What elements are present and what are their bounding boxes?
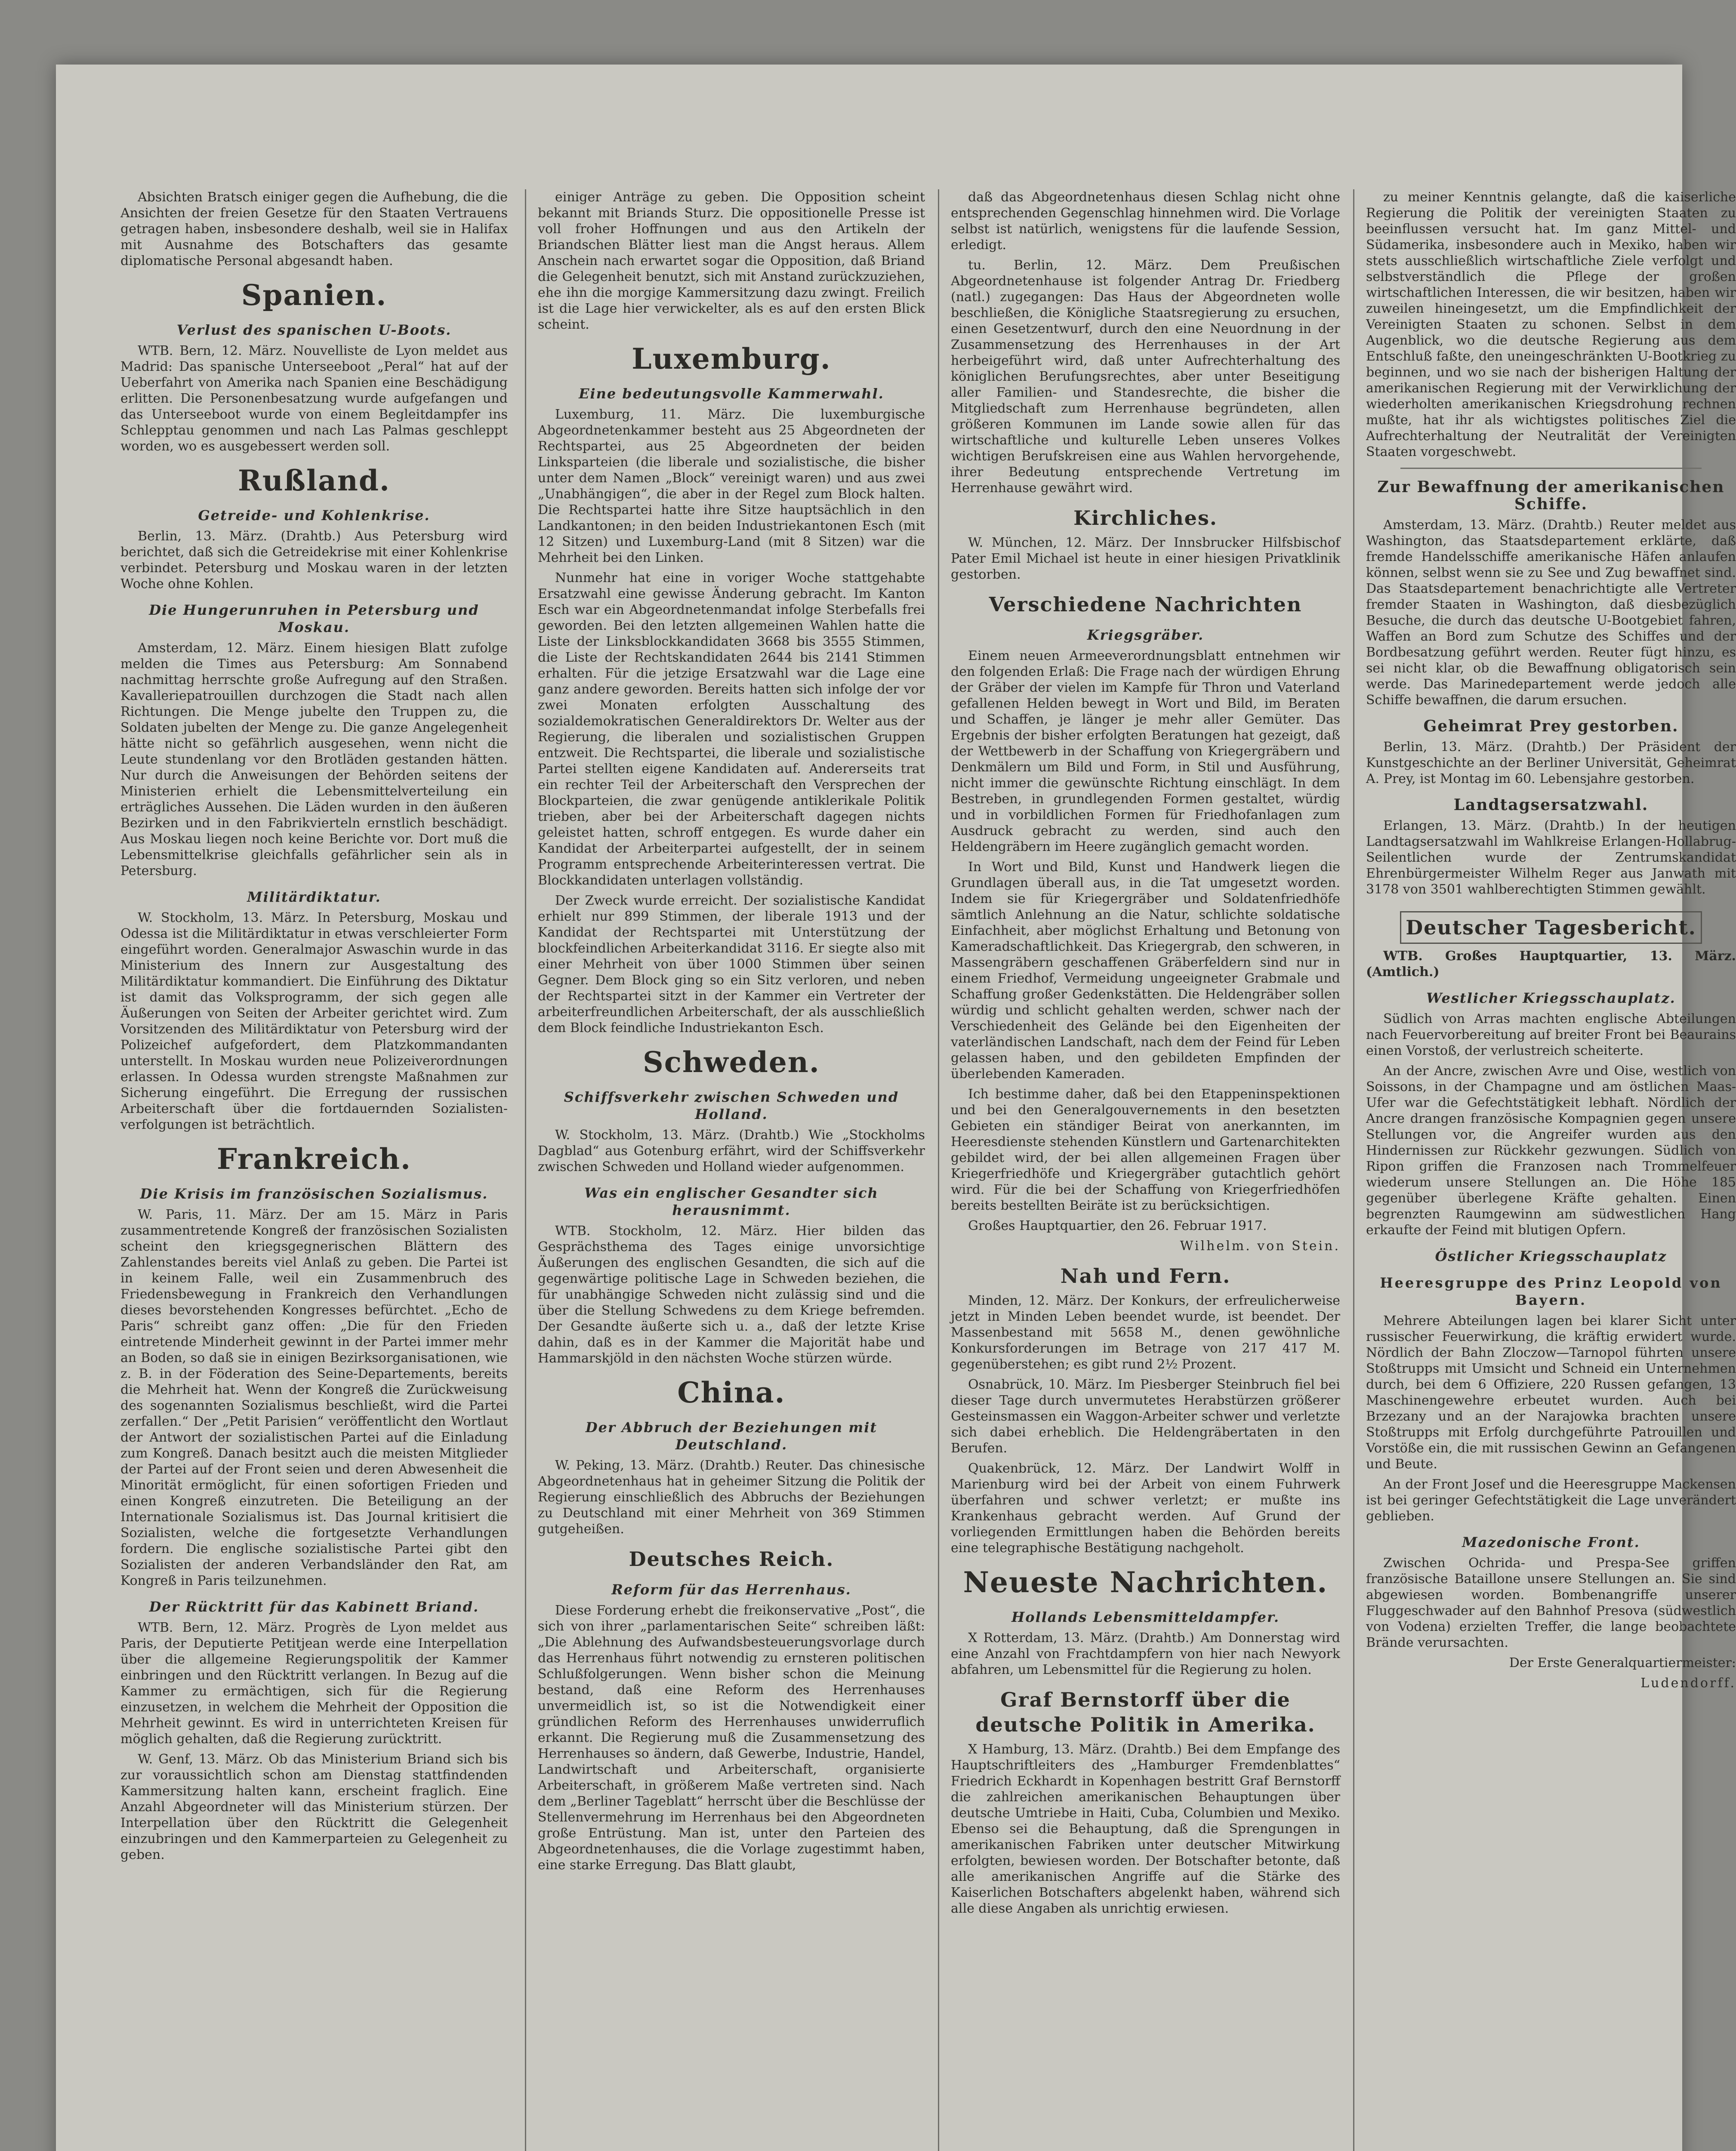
section-heading-bernstorff: Graf Bernstorff über die deutsche Politik in Amerika.: [975, 1688, 1316, 1736]
article-text: W. München, 12. März. Der Innsbrucker Hilfsbischof Pater Emil Michael ist heute in einer hiesigen Privatklinik gestorben.: [951, 535, 1340, 582]
article-text: daß das Abgeordnetenhaus diesen Schlag nicht ohne entsprechenden Gegenschlag hinnehmen wird. Die Vorlage selbst ist natürlich, wenigstens für die laufende Session, erledigt.: [951, 190, 1340, 253]
section-heading-luxembourg: Luxemburg.: [632, 342, 831, 376]
article-text: Südlich von Arras machten englische Abteilungen nach Feuervorbereitung auf breiter Front bei Beaurains einen Vorstoß, der verlustreich scheiterte.: [1366, 1011, 1736, 1058]
article-text: In Wort und Bild, Kunst und Handwerk liegen die Grundlagen überall aus, in die Tat umgesetzt worden. Indem sie für Kriegergräber und Soldatenfriedhöfe sämtlich Anlehnung an die Natur, schlichte soldatische Einfachheit, aber möglichst Erhaltung und Betonung von Kameradschaftlichkeit. Das Kriegergrab, den schweren, in Massengräbern geschaffenen Gräberfeldern sind nur in einem Friedhof, Vermeidung ungeeigneter Grabmale und Schaffung großer Gedenkstätten. Die Heldengräber sollen würdig und schlicht gehalten werden, schwer nach der Verschiedenheit des Gelände bei den Eigenheiten der vaterländischen Landschaft, nach dem der Feind für Leben gelassen haben, und den gebildeten Empfinden der überlebenden Kameraden.: [951, 860, 1340, 1082]
article-text: tu. Berlin, 12. März. Dem Preußischen Abgeordnetenhause ist folgender Antrag Dr. Friedberg (natl.) zugegangen: Das Haus der Abgeordneten wolle beschließen, die Königliche Staatsregierung zu ersuchen, einen Gesetzentwurf, durch den eine Neuordnung in der Zusammensetzung des Herrenhauses in der Art herbeigeführt wird, daß unter Aufrechterhaltung des königlichen Berufungsrechtes, aber unter Beseitigung aller Familien- und Standesrechte, die bisher die Mitgliedschaft zum Herrenhause begründeten, allen größeren Kommunen im Lande sowie allen für das wirtschaftliche und kulturelle Leben unseres Volkes wichtigen Berufskreisen eine aus Wahlen hervorgehende, ihrer Bedeutung entsprechende Vertretung im Herrenhause gewährt wird.: [951, 258, 1340, 496]
article-text: Luxemburg, 11. März. Die luxemburgische Abgeordnetenkammer besteht aus 25 Abgeordneten der Rechtspartei, aus 25 Abgeordneten der beiden Linksparteien (die liberale und sozialistische, die bisher unter dem Namen „Block“ vereinigt waren) und aus zwei „Unabhängigen“, die aber in der Regel zum Block halten. Die Rechtspartei hatte ihre Sitze hauptsächlich in den Landkantonen; in den beiden Industriekantonen Esch (mit 12 Sitzen) und Luxemburg-Land (mit 8 Sitzen) war die Mehrheit bei den Linken.: [538, 407, 925, 565]
article-text: zu meiner Kenntnis gelangte, daß die kaiserliche Regierung die Politik der vereinigten Staaten zu beeinflussen versucht hat. Im ganz Mittel- und Südamerika, insbesondere auch in Mexiko, haben wir stets ausschließlich wirtschaftliche Ziele verfolgt und selbstverständlich die Pflege der großen wirtschaftlichen Interessen, die wir besitzen, haben wir zuweilen hineingesetzt, um die Empfindlichkeit der Vereinigten Staaten zu schonen. Selbst in dem Augenblick, wo die deutsche Regierung aus dem Entschluß faßte, den uneingeschränkten U-Bootkrieg zu beginnen, und wo sie nach der bisherigen Haltung der amerikanischen Regierung mit der Verwirklichung der wiederholten amerikanischen Kriegsdrohung rechnen mußte, hat ihr als wichtigstes politisches Ziel die Aufrechterhaltung der Neutralität der Vereinigten Staaten vorgeschwebt.: [1366, 190, 1736, 459]
article-text: X Rotterdam, 13. März. (Drahtb.) Am Donnerstag wird eine Anzahl von Frachtdampfern von hier nach Newyork abfahren, um Lebensmittel für die Regierung zu holen.: [951, 1630, 1340, 1677]
section-heading-spain: Spanien.: [241, 278, 387, 312]
article-text: Berlin, 13. März. (Drahtb.) Aus Petersburg wird berichtet, daß sich die Getreidekrise mit einer Kohlenkrise verbindet. Petersburg und Moskau waren in der letzten Woche ohne Kohlen.: [120, 529, 508, 592]
section-heading-russia: Rußland.: [238, 464, 390, 497]
article-text: einiger Anträge zu geben. Die Opposition scheint bekannt mit Briands Sturz. Die oppositionelle Presse ist voll froher Hoffnungen und aus den Artikeln der Briandschen Blätter liest man die Angst heraus. Allem Anschein nach erwartet sogar die Opposition, daß Briand die Gelegenheit benutzt, sich mit Anstand zurückzuziehen, ehe ihn die morgige Kammersitzung dazu zwingt. Freilich ist die Lage hier verwickelter, als es auf den ersten Blick scheint.: [538, 190, 925, 332]
subheading: Militärdiktatur.: [247, 889, 381, 905]
subheading: Die Hungerunruhen in Petersburg und Moskau.: [149, 602, 479, 635]
column-2: [538, 189, 925, 2151]
article-text: WTB. Bern, 12. März. Nouvelliste de Lyon meldet aus Madrid: Das spanische Unterseeboot „Peral“ hat auf der Ueberfahrt von Amerika nach Spanien eine Beschädigung erlitten. Die Personenbesatzung wurde aufgefangen und das Unterseeboot wurde von einem Begleitdampfer ins Schlepptau genommen und nach Las Palmas geschleppt worden, wo es ausgebessert werden soll.: [120, 343, 508, 454]
signature: Ludendorff.: [1640, 1676, 1736, 1691]
subheading: Getreide- und Kohlenkrise.: [198, 507, 430, 524]
article-text: Berlin, 13. März. (Drahtb.) Der Präsident der Kunstgeschichte an der Berliner Universität, Geheimrat A. Prey, ist Montag im 60. Lebensjahre gestorben.: [1366, 740, 1736, 786]
section-heading-daily-report: Deutscher Tagesbericht.: [1400, 911, 1702, 944]
article-text: An der Ancre, zwischen Avre und Oise, westlich von Soissons, in der Champagne und am östlichen Maas-Ufer war die Gefechtstätigkeit lebhaft. Nördlich der Ancre drangen französische Kompagnien gegen unsere Stellungen vor, die Angreifer wurden aus den Hindernissen zur Rückkehr gezwungen. Südlich von Ripon griffen die Franzosen nach Trommelfeuer wiederum unsere Stellungen an. Die Höhe 185 gegenüber überlegene Kräfte gehalten. Einen begrenzten Raumgewinn am südwestlichen Hang erkaufte der Feind mit blutigen Opfern.: [1366, 1063, 1736, 1238]
article-text: Der Zweck wurde erreicht. Der sozialistische Kandidat erhielt nur 899 Stimmen, der liberale 1913 und der Kandidat der Rechtspartei mit Unterstützung der blockfeindlichen Arbeiterkandidat 3116. Er siegte also mit einer Mehrheit von über 1000 Stimmen über seinen Gegner. Dem Block ging so ein Sitz verloren, und neben der Rechtspartei sitzt in der Kammer ein Vertreter der arbeiterfreundlichen Arbeiterschaft, der als ausschließlich dem Block feindliche Industriekanton Esch.: [538, 893, 925, 1035]
article-text: Erlangen, 13. März. (Drahtb.) In der heutigen Landtagsersatzwahl im Wahlkreise Erlangen-Hollabrug-Seilentlichen wurde der Zentrumskandidat Ehrenbürgermeister Wilhelm Reger aus Janwath mit 3178 von 3501 wahlberechtigten Stimmen gewählt.: [1366, 818, 1736, 897]
subheading: Östlicher Kriegsschauplatz: [1435, 1248, 1667, 1264]
section-heading-latest: Neueste Nachrichten.: [963, 1565, 1328, 1599]
signature: Wilhelm. von Stein.: [1180, 1239, 1340, 1254]
section-heading-near-far: Nah und Fern.: [1060, 1264, 1231, 1288]
article-text: WTB. Stockholm, 12. März. Hier bilden das Gesprächsthema des Tages einige unvorsichtige Äußerungen des englischen Gesandten, die sich auf die gegenwärtige politische Lage in Schweden beziehen, die für unabhängige Schweden nicht zulässig sind und die über die Stellung Schwedens zu dem Kriege befremden. Der Gesandte äußerte sich u. a., daß der letzte Krise dahin, daß es in der Kammer die Majorität habe und Hammarskjöld in den nächsten Woche stürzen würde.: [538, 1223, 925, 1366]
subheading: Heeresgruppe des Prinz Leopold von Bayern.: [1380, 1275, 1722, 1308]
section-heading-reich: Deutsches Reich.: [629, 1547, 834, 1571]
separator: [1400, 468, 1702, 469]
section-heading-france: Frankreich.: [217, 1142, 411, 1176]
article-text: W. Stockholm, 13. März. (Drahtb.) Wie „Stockholms Dagblad“ aus Gotenburg erfährt, wird der Schiffsverkehr zwischen Schweden und Holland wieder aufgenommen.: [538, 1128, 925, 1174]
article-text: Quakenbrück, 12. März. Der Landwirt Wolff in Marienburg wird bei der Arbeit von einem Fuhrwerk überfahren und schwer verletzt; er mußte ins Krankenhaus gebracht werden. Auf Grund der vorliegenden Ermittlungen haben die Behörden bereits eine telegraphische Bestätigung nachgeholt.: [951, 1461, 1340, 1556]
article-text: Absichten Bratsch einiger gegen die Aufhebung, die die Ansichten der freien Gesetze für den Staaten Vertrauens getragen haben, insbesondere deshalb, weil sie in Halifax mit Ausnahme des Botschafters das gesamte diplomatische Personal abgesandt haben.: [120, 190, 508, 268]
subheading: Schiffsverkehr zwischen Schweden und Holland.: [564, 1089, 899, 1122]
column-rule: [938, 189, 939, 2151]
column-3: [951, 189, 1340, 2151]
article-text: Diese Forderung erhebt die freikonservative „Post“, die sich von ihrer „parlamentarischen Seite“ schreiben läßt: „Die Ablehnung des Aufwandsbesteuerungsvorlage durch das Herrenhaus führt notwendig zu ernsteren politischen Schlußfolgerungen. Wenn bisher schon die Meinung bestand, daß eine Reform des Herrenhauses unvermeidlich ist, so ist die Notwendigkeit einer gründlichen Reform des Herrenhauses unwiderruflich erkannt. Die Regierung muß die Zusammensetzung des Herrenhauses so ändern, daß Gewerbe, Industrie, Handel, Landwirtschaft und Arbeiterschaft, organisierte Arbeiterschaft, in größerem Maße vertreten sind. Nach dem „Berliner Tageblatt“ herrscht über die Beschlüsse der Stellenvermehrung im Herrenhaus bei den Abgeordneten große Entrüstung. Man ist, unter den Parteien des Abgeordnetenhauses, die die Vorlage zugestimmt haben, eine starke Erregung. Das Blatt glaubt,: [538, 1603, 925, 1873]
article-text: Einem neuen Armeeverordnungsblatt entnehmen wir den folgenden Erlaß: Die Frage nach der würdigen Ehrung der Gräber der vielen im Kampfe für Thron und Vaterland gefallenen Helden bewegt in Wort und Bild, im Beraten und Schaffen, je länger je mehr aller Gemüter. Das Ergebnis der bisher erfolgten Beratungen hat gezeigt, daß der Wettbewerb in der Schaffung von Kriegergräbern und Denkmälern um Bild und Form, in Stil und Ausführung, nicht immer die gewünschte Richtung einschlägt. In dem Bestreben, in grundlegenden Formen gestaltet, würdig und in vorbildlichen Formen für Friedhofanlagen zum Ausdruck gebracht zu werden, sind auch den Heldengräbern im Heere zugänglich gemacht worden.: [951, 648, 1340, 854]
article-text: Amsterdam, 12. März. Einem hiesigen Blatt zufolge melden die Times aus Petersburg: Am Sonnabend nachmittag herrschte große Aufregung auf den Straßen. Kavalleriepatrouillen durchzogen die Stadt nach allen Richtungen. Die Menge jubelte den Truppen zu, die Soldaten jubelten der Menge zu. Die ganze Angelegenheit hätte nicht so gefährlich ausgesehen, wenn nicht die Leute stundenlang vor den Brotläden gestanden hätten. Nur durch die Anweisungen der Behörden seitens der Ministerien erhielt die Lebensmittelverteilung ein erträgliches Aussehen. Die Läden wurden in den äußeren Bezirken und in den Fabrikvierteln ernstlich beschädigt. Aus Moskau liegen noch keine Berichte vor. Dort muß die Lebensmittelkrise gleichfalls gefährlicher sein als in Petersburg.: [120, 641, 508, 878]
article-text: Mehrere Abteilungen lagen bei klarer Sicht unter russischer Feuerwirkung, die kräftig erwidert wurde. Nördlich der Bahn Zloczow—Tarnopol führten unsere Stoßtrupps mit Umsicht und Schneid ein Unternehmen durch, bei dem 6 Offiziere, 220 Russen gefangen, 13 Maschinengewehre erbeutet wurden. Auch bei Brzezany und an der Narajowka brachten unsere Stoßtrupps mit Erfolg durchgeführte Patrouillen und Vorstöße ein, die mit russischen Gewinn an Gefangenen und Beute.: [1366, 1313, 1736, 1472]
subheading: Der Abbruch der Beziehungen mit Deutschland.: [585, 1419, 878, 1453]
subheading: Hollands Lebensmitteldampfer.: [1011, 1609, 1280, 1625]
section-heading-china: China.: [677, 1376, 786, 1409]
subheading: Kriegsgräber.: [1087, 627, 1204, 643]
article-text: W. Stockholm, 13. März. In Petersburg, Moskau und Odessa ist die Militärdiktatur in etwas verschleierter Form eingeführt worden. Generalmajor Aswaschin wurde in das Ministerium des Innern zur Ausgestaltung des Militärdiktatur kommandiert. Die Einführung des Diktatur ist damit das Volksprogramm, der sich gegen alle Äußerungen von Seiten der Arbeiter gerichtet wird. Zum Vorsitzenden des Militärdiktatur von Petersburg wird der Polizeichef aufgefordert, dem Platzkommandanten unterstellt. In Moskau wurden neue Polizeiverordnungen erlassen. In Odessa wurden strengste Maßnahmen zur Sicherung eingeführt. Die Erregung der russischen Arbeiterschaft über die fortdauernden Sozialisten-verfolgungen ist beträchtlich.: [120, 910, 508, 1132]
article-text: Osnabrück, 10. März. Im Piesberger Steinbruch fiel bei dieser Tage durch unvermutetes Herabstürzen größerer Gesteinsmassen ein Waggon-Arbeiter schwer und verletzte sich dabei erheblich. Die Heldengräbertaten in den Berufen.: [951, 1377, 1340, 1456]
section-heading-sweden: Schweden.: [643, 1045, 820, 1079]
subheading: Verlust des spanischen U-Boots.: [176, 322, 452, 338]
subheading: Die Krisis im französischen Sozialismus.: [140, 1186, 488, 1202]
article-text: Zwischen Ochrida- und Prespa-See griffen französische Bataillone unsere Stellungen an. Sie sind abgewiesen worden. Bombenangriffe unserer Fluggeschwader auf den Bahnhof Presova (südwestlich von Vodena) erzielten Treffer, die lange beobachtete Brände verursachten.: [1366, 1556, 1736, 1650]
subheading: Der Rücktritt für das Kabinett Briand.: [149, 1599, 479, 1615]
section-heading-prey: Geheimrat Prey gestorben.: [1423, 717, 1679, 735]
article-text: WTB. Bern, 12. März. Progrès de Lyon meldet aus Paris, der Deputierte Petitjean werde eine Interpellation über die allgemeine Regierungspolitik der Kammer einbringen und den Rücktritt verlangen. In Bezug auf die Kammer zu ermächtigen, sich für die Regierung einzusetzen, in welchem die Mehrheit der Opposition die Mehrheit gewinnt. Es wird in unterrichteten Kreisen für möglich gehalten, daß die Regierung zurücktritt.: [120, 1620, 508, 1747]
article-text: W. Paris, 11. März. Der am 15. März in Paris zusammentretende Kongreß der französischen Sozialisten scheint den kriegsgegnerischen Blättern des Zahlenstandes bereits viel Anlaß zu geben. Die Partei ist in keinem Falle, weil ein Zusammenbruch des Friedensbewegung in Frankreich den Verhandlungen dieses bevorstehenden Kongresses befürchtet. „Echo de Paris“ schreibt ganz offen: „Die für den Frieden eintretende Minderheit gewinnt in der Partei immer mehr an Boden, so daß sie in einigen Bezirksorganisationen, wie z. B. in der Föderation des Seine-Departements, bereits die Mehrheit hat. Wenn der Kongreß die Zurückweisung des sogenannten Sozialismus beschließt, wird die Partei zerfallen.“ Der „Petit Parisien“ veröffentlicht den Wortlaut der Antwort der sozialistischen Partei auf die Einladung zum Kongreß. Danach besitzt auch die meisten Mitglieder der Partei auf der Front seien und deren Abwesenheit die Minorität ermöglicht, für einen sofortigen Frieden und einen Kongreß einzutreten. Die Beteiligung an der Internationale Sozialismus ist. Das Journal kritisiert die Sozialisten, welche die fortgesetzte Verhandlungen fordern. Die englische sozialistische Partei gibt den Sozialisten der anderen Verbandsländer den Rat, am Kongreß in Paris teilzunehmen.: [120, 1207, 508, 1588]
article-text: Amsterdam, 13. März. (Drahtb.) Reuter meldet aus Washington, das Staatsdepartement erklärte, daß fremde Handelsschiffe amerikanische Häfen anlaufen können, selbst wenn sie zu See und Zug bewaffnet sind. Das Staatsdepartement benachrichtigte alle Vertreter fremder Staaten in Washington, daß diesbezüglich Besuche, die durch das deutsche U-Bootgebiet fahren, Waffen an Bord zum Schutze des Schiffes und der Bordbesatzung geführt werden. Reuter fügt hinzu, es sei nicht klar, ob die Bewaffnung obligatorisch sein werde. Das Marinedepartement werde jedoch alle Schiffe bewaffnen, die darum ersuchen.: [1366, 518, 1736, 708]
article-text: W. Genf, 13. März. Ob das Ministerium Briand sich bis zur voraussichtlich schon am Dienstag stattfindenden Kammersitzung halten kann, erscheint fraglich. Eine Anzahl Abgeordneter will das Ministerium stürzen. Der Interpellation über den Rücktritt die Gelegenheit einzubringen und den Kammerparteien zu Gelegenheit zu geben.: [120, 1752, 508, 1862]
column-4: [1366, 189, 1736, 2151]
subheading: Reform für das Herrenhaus.: [611, 1581, 851, 1598]
signature-title: Der Erste Generalquartiermeister:: [1509, 1655, 1736, 1670]
article-text: An der Front Josef und die Heeresgruppe Mackensen ist bei geringer Gefechtstätigkeit die Lage unverändert geblieben.: [1366, 1477, 1736, 1524]
daily-report-heading-wrap: [1366, 902, 1736, 948]
subheading: Eine bedeutungsvolle Kammerwahl.: [579, 385, 884, 402]
column-rule: [525, 189, 526, 2151]
section-heading-armament: Zur Bewaffnung der amerikanischen Schiffe.: [1377, 478, 1725, 513]
subheading: Westlicher Kriegsschauplatz.: [1426, 990, 1676, 1006]
section-heading-election: Landtagsersatzwahl.: [1453, 796, 1649, 814]
dateline: WTB. Großes Hauptquartier, 13. März. (Amtlich.): [1366, 949, 1736, 980]
section-heading-misc: Verschiedene Nachrichten: [989, 593, 1302, 616]
subheading: Mazedonische Front.: [1462, 1534, 1640, 1550]
article-text: Minden, 12. März. Der Konkurs, der erfreulicherweise jetzt in Minden Leben beendet wurde, ist beendet. Der Massenbestand mit 5658 M., denen gewöhnliche Konkursforderungen im Betrage von 217 417 M. gegenüberstehen; es gibt rund 2½ Prozent.: [951, 1293, 1340, 1372]
column-1: [120, 189, 508, 2151]
article-text: X Hamburg, 13. März. (Drahtb.) Bei dem Empfange des Hauptschriftleiters des „Hamburger Fremdenblattes“ Friedrich Eckhardt in Kopenhagen bestritt Graf Bernstorff die zahlreichen amerikanischen Behauptungen über deutsche Umtriebe in Haiti, Cuba, Columbien und Mexiko. Ebenso sei die Behauptung, daß die Sprengungen in amerikanischen Fabriken unter deutscher Mitwirkung erfolgten, bewiesen worden. Der Botschafter betonte, daß alle amerikanischen Angriffe auf die Stärke des Kaiserlichen Botschafters abgelenkt haben, während sich alle diese Angaben als unrichtig erwiesen.: [951, 1742, 1340, 1916]
newspaper-page: [56, 65, 1736, 2151]
article-text: Nunmehr hat eine in voriger Woche stattgehabte Ersatzwahl eine gewisse Änderung gebracht. Im Kanton Esch war ein Abgeordnetenmandat infolge Sterbefalls frei geworden. Bei den letzten allgemeinen Wahlen hatte die Liste der Linksblockkandidaten 3668 bis 3555 Stimmen, die Liste der Rechtskandidaten 2644 bis 2141 Stimmen erhalten. Für die jetzige Ersatzwahl war die Lage eine ganz andere geworden. Bereits hatten sich infolge der vor zwei Monaten erfolgten Ausschaltung des sozialdemokratischen Generaldirektors Dr. Welter aus der Regierung, die liberalen und sozialistischen Gruppen entzweit. Die Rechtspartei, die liberale und sozialistische Partei stellten eigene Kandidaten auf. Andererseits trat ein rechter Teil der Arbeiterschaft den Versprechen der Blockparteien, die zwar genügende antiklerikale Politik trieben, aber bei der Arbeiterschaft dagegen nichts geleistet hatten, schroff entgegen. Es wurde daher ein Kandidat der Arbeiterpartei aufgestellt, der in seinem Programm entsprechende Arbeiterinteressen vertrat. Die Blockkandidaten unterlagen vollständig.: [538, 570, 925, 888]
subheading: Was ein englischer Gesandter sich herausnimmt.: [584, 1185, 879, 1218]
article-text: Ich bestimme daher, daß bei den Etappeninspektionen und bei den Generalgouvernements in den besetzten Gebieten ein ständiger Beirat von anerkannten, im Heeresdienste stehenden Künstlern und Gartenarchitekten gebildet wird, der bei allen allgemeinen Fragen über Kriegerfriedhöfe und Kriegergräber gutachtlich gehört wird. Für die bei der Schaffung von Kriegerfriedhöfen bereits bestellten Beiräte ist zu berücksichtigen.: [951, 1087, 1340, 1213]
column-rule: [1353, 189, 1354, 2151]
article-text: W. Peking, 13. März. (Drahtb.) Reuter. Das chinesische Abgeordnetenhaus hat in geheimer Sitzung die Politik der Regierung einschließlich des Abbruchs der Beziehungen zu Deutschland mit einer Mehrheit von 369 Stimmen gutgeheißen.: [538, 1458, 925, 1537]
dateline: Großes Hauptquartier, den 26. Februar 1917.: [968, 1218, 1267, 1233]
section-heading-church: Kirchliches.: [1073, 506, 1218, 530]
